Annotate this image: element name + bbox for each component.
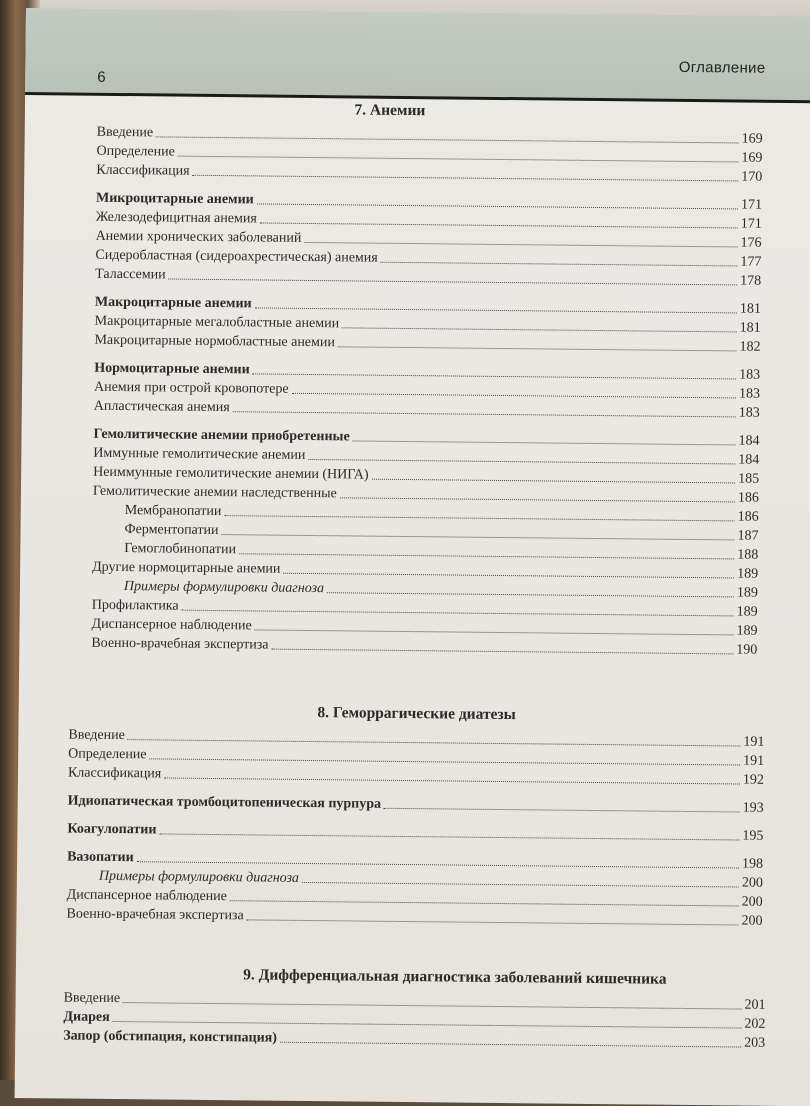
page-number: 6 <box>97 68 106 86</box>
toc-entry-page: 192 <box>742 772 765 788</box>
dot-leader <box>340 497 735 502</box>
dot-leader <box>239 553 734 559</box>
toc-entry-page: 181 <box>739 320 761 336</box>
dot-leader <box>255 629 734 635</box>
toc-entry-label: Гемолитические анемии приобретенные <box>93 426 350 445</box>
dot-leader <box>304 242 737 248</box>
dot-leader <box>224 515 734 521</box>
toc-entry-label: Другие нормоцитарные анемии <box>92 559 281 577</box>
toc-entry-page: 177 <box>740 254 762 270</box>
toc-entry-label: Коагулопатии <box>67 821 157 838</box>
toc-entry-page: 191 <box>743 734 765 750</box>
dot-leader <box>255 307 737 313</box>
toc-entry-page: 195 <box>742 828 764 844</box>
toc-entry-page: 203 <box>744 1035 766 1051</box>
toc-section <box>63 964 766 1052</box>
dot-leader <box>260 222 738 228</box>
dot-leader <box>302 882 739 888</box>
toc-entry-label: Ферментопатии <box>124 522 219 539</box>
dot-leader <box>178 156 739 163</box>
toc-entry-page: 182 <box>739 339 761 355</box>
toc-entry-label: Макроцитарные мегалобластные анемии <box>94 313 340 332</box>
toc-entry-label: Примеры формулировки диагноза <box>98 868 300 886</box>
toc-entry-page: 184 <box>738 433 760 449</box>
toc-entry-label: Классификация <box>96 162 190 179</box>
dot-leader <box>247 919 739 925</box>
toc-entry-page: 193 <box>742 800 764 816</box>
toc-entry-page: 189 <box>737 566 759 582</box>
dot-leader <box>193 175 739 182</box>
dot-leader <box>182 610 734 617</box>
toc-entry-page: 169 <box>741 150 763 166</box>
toc-entry-page: 190 <box>736 642 758 658</box>
toc-entry-page: 183 <box>739 367 761 383</box>
dot-leader <box>272 649 734 655</box>
toc-entry-label: Идиопатическая тромбоцитопеническая пурпура <box>67 793 382 812</box>
toc-entry-label: Введение <box>96 124 154 141</box>
toc-entry-page: 183 <box>738 386 761 402</box>
toc-entry-label: Определение <box>68 746 147 763</box>
toc-entry-page: 189 <box>736 585 758 601</box>
dot-leader <box>253 373 737 379</box>
toc-entry-page: 189 <box>736 604 758 620</box>
toc-section <box>91 99 763 660</box>
toc-entry-label: Диарея <box>63 1009 110 1025</box>
toc-entry-label: Вазопатии <box>67 849 134 866</box>
toc-entry-label: Макроцитарные нормобластные анемии <box>94 332 335 351</box>
toc-entry-label: Введение <box>68 727 125 744</box>
toc-entry-label: Примеры формулировки диагноза <box>123 579 325 597</box>
book-page <box>15 8 810 1106</box>
toc-entry-label: Макроцитарные анемии <box>94 294 252 312</box>
toc-entry-label: Апластическая анемия <box>93 398 230 416</box>
toc-entry-label: Определение <box>96 143 175 160</box>
toc-entry-label: Профилактика <box>91 597 179 614</box>
dot-leader <box>381 262 738 267</box>
toc-entry-label: Запор (обстипация, констипация) <box>63 1028 278 1046</box>
toc-entry-page: 200 <box>741 894 763 910</box>
running-header-title: Оглавление <box>678 58 766 77</box>
section-title: 7. Анемии <box>354 101 426 120</box>
toc-entry-page: 201 <box>744 997 766 1013</box>
toc-entry-page: 191 <box>743 753 765 769</box>
dot-leader <box>233 411 736 417</box>
dot-leader <box>353 440 736 445</box>
dot-leader <box>327 592 734 597</box>
toc-entry-page: 176 <box>740 235 762 251</box>
toc-entry-label: Талассемии <box>95 266 166 283</box>
toc-entry-label: Железодефицитная анемия <box>95 209 257 227</box>
toc-entry-label: Гемоглобинопатии <box>124 541 237 558</box>
toc-entry-page: 186 <box>737 490 759 506</box>
toc-entry-page: 202 <box>744 1016 766 1032</box>
toc-entry-page: 181 <box>739 301 761 317</box>
toc-entry-page: 178 <box>740 273 762 289</box>
dot-leader <box>280 1042 741 1048</box>
toc-entry-page: 186 <box>737 509 759 525</box>
toc-entry-page: 198 <box>741 856 764 872</box>
dot-leader <box>372 479 735 484</box>
dot-leader <box>257 203 738 209</box>
toc-entry-page: 184 <box>738 452 760 468</box>
toc-entry-label: Диспансерное наблюдение <box>91 616 252 634</box>
toc-entry-page: 171 <box>740 197 763 213</box>
toc-entry-label: Диспансерное наблюдение <box>66 887 227 905</box>
toc-entry-label: Мембранопатии <box>124 503 222 520</box>
dot-leader <box>342 327 737 332</box>
toc-entry-page: 183 <box>738 405 760 421</box>
dot-leader <box>384 808 740 813</box>
toc-entry-label: Военно-врачебная экспертиза <box>66 906 244 924</box>
toc-entry-label: Введение <box>63 990 121 1007</box>
toc-entry-page: 189 <box>736 623 758 639</box>
toc-entry-label: Военно-врачебная экспертиза <box>91 635 269 653</box>
toc-entry-label: Сидеробластная (сидероахрестическая) анемия <box>95 247 378 266</box>
toc-entry-page: 188 <box>737 547 759 563</box>
toc-entry-label: Анемии хронических заболеваний <box>95 228 302 246</box>
section-title: 8. Геморрагические диатезы <box>317 704 516 724</box>
toc-entry-page: 185 <box>738 471 760 487</box>
dot-leader <box>230 900 739 906</box>
toc-entry-page: 187 <box>737 528 759 544</box>
dot-leader <box>283 573 734 579</box>
dot-leader <box>222 534 735 540</box>
toc-entry-page: 200 <box>741 913 763 929</box>
toc-entry-label: Микроцитарные анемии <box>95 190 254 208</box>
toc-entry-label: Гемолитические анемии наследственные <box>92 483 337 502</box>
toc-entry-page: 170 <box>741 169 763 185</box>
toc-entry-label: Анемия при острой кровопотере <box>93 379 289 397</box>
toc-entry-label: Классификация <box>67 765 162 782</box>
dot-leader <box>308 459 735 464</box>
toc-entry-label: Иммунные гемолитические анемии <box>93 445 306 463</box>
dot-leader <box>338 346 737 351</box>
toc-entry-page: 169 <box>741 131 763 147</box>
dot-leader <box>292 393 736 399</box>
header-band <box>25 8 810 100</box>
toc-entry-label: Неиммунные гемолитические анемии (НИГА) <box>93 464 369 483</box>
toc-entry-label: Нормоцитарные анемии <box>94 360 250 378</box>
toc-entry-page: 200 <box>741 875 763 891</box>
toc-section <box>66 701 764 930</box>
toc-entry-page: 171 <box>740 216 762 232</box>
section-title: 9. Дифференциальная диагностика заболеваний кишечника <box>243 966 667 988</box>
